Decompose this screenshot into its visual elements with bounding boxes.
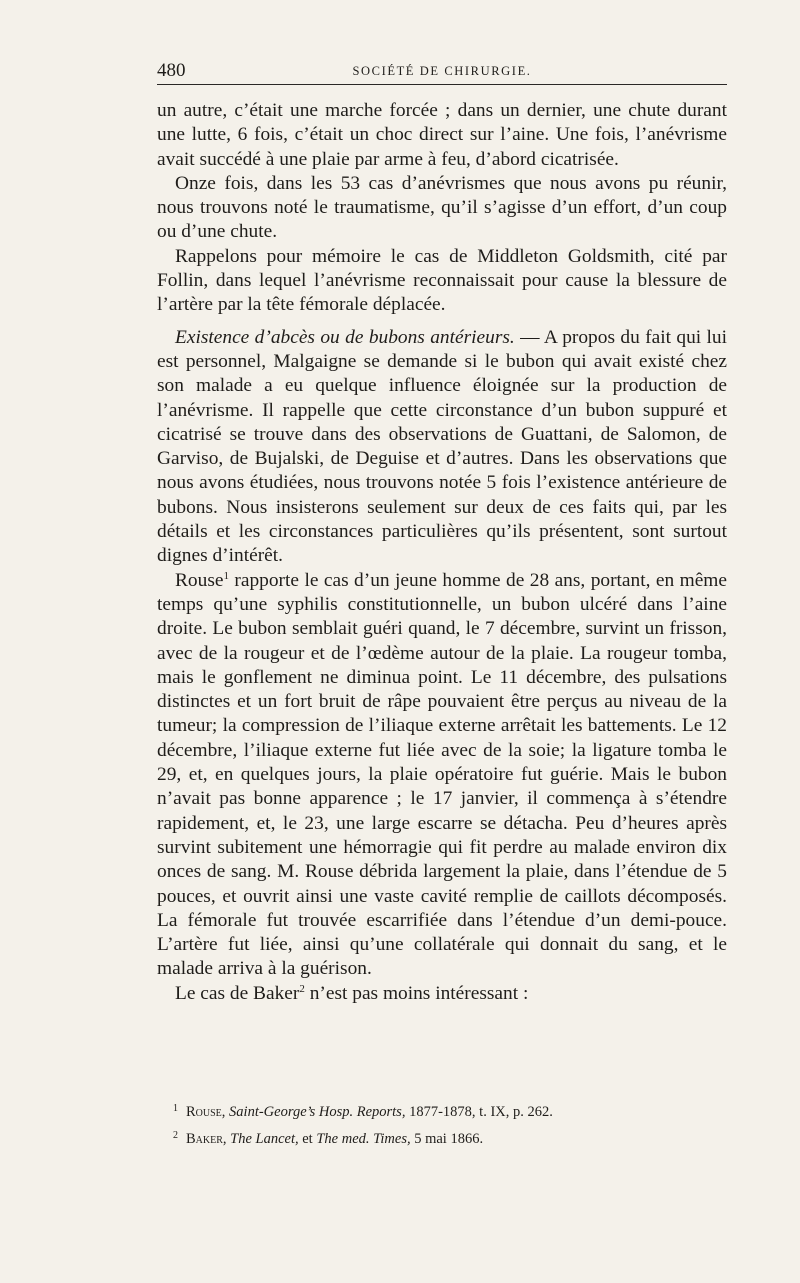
author-name: Rouse <box>175 569 224 591</box>
footnote-author: Baker, <box>186 1131 227 1147</box>
footnote-details: 5 mai 1866. <box>410 1131 484 1147</box>
footnote-work: The Lancet, <box>230 1131 299 1147</box>
paragraph-5-text: rapporte le cas d’un jeune homme de 28 ans, portant, en même temps qu’une syphilis constitutionnelle, un bubon ulcéré dans l’aine droite. Le bubon semblait guéri quand, le 7 décembre, survint un frisson, avec de la rougeur et de l’œdème autour de la plaie. La rougeur tomba, mais le gonflement ne diminua point. Le 11 décembre, des pulsations distinctes et un fort bruit de râpe pouvaient être perçus au niveau de la tumeur; la compression de l’iliaque externe arrêtait les battements. Le 12 décembre, l’iliaque externe fut liée avec de la soie; la ligature tomba le 29, et, en quelques jours, la plaie opératoire fut guérie. Mais le bubon n’avait pas bonne apparence ; le 17 janvier, il commença à s’étendre rapidement, et, le 23, une large escarre se détacha. Peu d’heures après survint subitement une hémorragie qui fit perdre au malade environ dix onces de sang. M. Rouse débrida largement la plaie, dans l’étendue de 5 pouces, et ouvrit ainsi une vaste cavité remplie de caillots décomposés. La fémorale fut trouvée escarrifiée dans l’étendue d’un demi-pouce. L’artère fut liée, ainsi qu’une collatérale qui donnait du sang, et le malade arriva à la guérison. <box>157 569 727 980</box>
footnote-conjunction: et <box>298 1131 317 1147</box>
paragraph-3: Rappelons pour mémoire le cas de Middleton Goldsmith, cité par Follin, dans lequel l’anévrisme reconnaissait pour cause la blessure de l’artère par la tête fémorale déplacée. <box>157 245 727 316</box>
page-number: 480 <box>157 60 186 81</box>
paragraph-6-start: Le cas de Baker <box>175 982 300 1004</box>
running-title: SOCIÉTÉ DE CHIRURGIE. <box>352 64 532 78</box>
footnote-mark: 2 <box>173 1130 178 1141</box>
footnote-2 <box>173 1124 733 1151</box>
paragraph-6-end: n’est pas moins intéressant : <box>304 982 529 1004</box>
footnote-work: Saint-George’s Hosp. Reports, <box>229 1104 406 1120</box>
paragraph-6 <box>157 982 727 1006</box>
section-heading: Existence d’abcès ou de bubons antérieurs. <box>175 326 515 348</box>
footnote-mark: 1 <box>173 1103 178 1114</box>
paragraph-4-text: — A propos du fait qui lui est personnel, Malgaigne se demande si le bubon qui avait existé chez son malade a eu quelque influence éloignée sur la production de l’anévrisme. Il rappelle que cette circonstance d’un bubon suppuré et cicatrisé se trouve dans des observations de Guattani, de Salomon, de Garviso, de Bujalski, de Deguise et d’autres. Dans les observations que nous avons étudiées, nous trouvons notée 5 fois l’existence antérieure de bubons. Nous insisterons seulement sur deux de ces faits qui, par les détails et les circonstances particulières qu’ils présentent, sont surtout dignes d’intérêt. <box>157 326 728 567</box>
paragraph-5 <box>157 569 727 982</box>
paragraph-2: Onze fois, dans les 53 cas d’anévrismes que nous avons pu réunir, nous trouvons noté le traumatisme, qu’il s’agisse d’un effort, d’un coup ou d’une chute. <box>157 172 727 243</box>
footnote-ref-1[interactable]: 1 <box>223 569 229 582</box>
footnote-1 <box>173 1097 733 1124</box>
paragraph-4 <box>157 326 727 569</box>
footnote-author: Rouse, <box>186 1104 226 1120</box>
running-head <box>157 58 727 85</box>
footnote-details: 1877-1878, t. IX, p. 262. <box>405 1104 553 1120</box>
paragraph-1: un autre, c’était une marche forcée ; dans un dernier, une chute durant une lutte, 6 fois, c’était un choc direct sur l’aine. Une fois, l’anévrisme avait succédé à une plaie par arme à feu, d’abord cicatrisée. <box>157 100 727 170</box>
footnote-ref-2[interactable]: 2 <box>299 982 305 995</box>
body-text <box>157 99 727 1006</box>
footnotes <box>173 1097 733 1151</box>
footnote-work-2: The med. Times, <box>316 1131 411 1147</box>
